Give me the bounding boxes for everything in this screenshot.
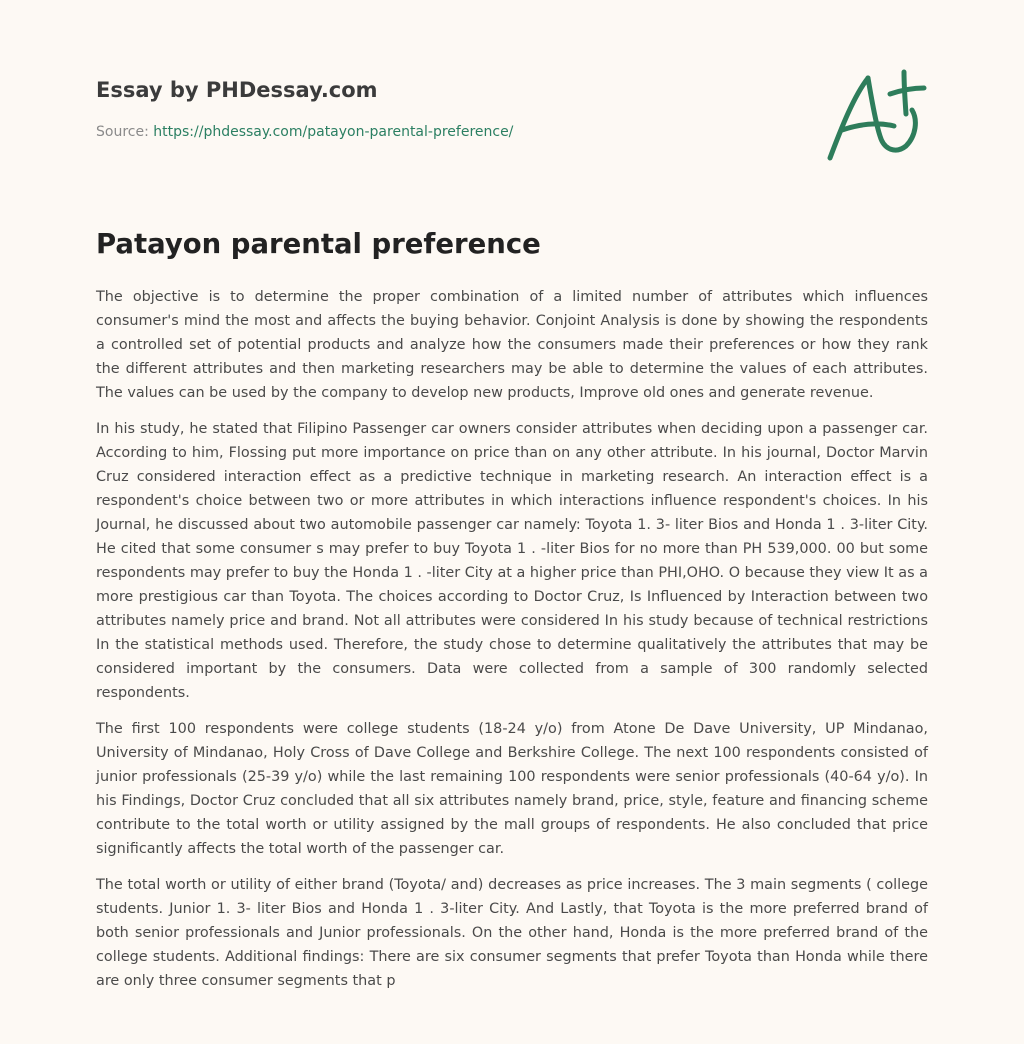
source-label: Source: <box>96 124 154 140</box>
a-plus-grade-icon <box>820 66 930 166</box>
article-paragraph: In his study, he stated that Filipino Passenger car owners consider attributes when deciding upon a passenger car. According to him, Flossing put more importance on price than on any other attribute. In his journal, Doctor Marvin Cruz considered interaction effect as a predictive technique in marketing research. An interaction effect is a respondent's choice between two or more attributes in which interactions influence respondent's choices. In his Journal, he discussed about two automobile passenger car namely: Toyota 1. 3- liter Bios and Honda 1 . 3-liter City. He cited that some consumer s may prefer to buy Toyota 1 . -liter Bios for no more than PH 539,000. 00 but some respondents may prefer to buy the Honda 1 . -liter City at a higher price than PHI,OHO. O because they view It as a more prestigious car than Toyota. The choices according to Doctor Cruz, Is Influenced by Interaction between two attributes namely price and brand. Not all attributes were considered In his study because of technical restrictions In the statistical methods used. Therefore, the study chose to determine qualitatively the attributes that may be considered important by the consumers. Data were collected from a sample of 300 randomly selected respondents. <box>96 421 928 701</box>
article-title: Patayon parental preference <box>96 228 541 260</box>
site-brand[interactable]: Essay by PHDessay.com <box>96 78 378 102</box>
source-link[interactable]: https://phdessay.com/patayon-parental-preference/ <box>153 124 514 140</box>
page-header <box>96 74 696 142</box>
article-paragraph: The objective is to determine the proper combination of a limited number of attributes which influences consumer's mind the most and affects the buying behavior. Conjoint Analysis is done by showing the respondents a controlled set of potential products and analyze how the consumers made their preferences or how they rank the different attributes and then marketing researchers may be able to determine the values of each attributes. The values can be used by the company to develop new products, Improve old ones and generate revenue. <box>96 289 928 401</box>
source-line <box>96 122 696 142</box>
article-paragraph: The total worth or utility of either brand (Toyota/ and) decreases as price increases. The 3 main segments ( college students. Junior 1. 3- liter Bios and Honda 1 . 3-liter City. And Lastly, that Toyota is the more preferred brand of both senior professionals and Junior professionals. On the other hand, Honda is the more preferred brand of the college students. Additional findings: There are six consumer segments that prefer Toyota than Honda while there are only three consumer segments that p <box>96 877 928 989</box>
article-paragraph: The first 100 respondents were college students (18-24 y/o) from Atone De Dave University, UP Mindanao, University of Mindanao, Holy Cross of Dave College and Berkshire College. The next 100 respondents consisted of junior professionals (25-39 y/o) while the last remaining 100 respondents were senior professionals (40-64 y/o). In his Findings, Doctor Cruz concluded that all six attributes namely brand, price, style, feature and financing scheme contribute to the total worth or utility assigned by the mall groups of respondents. He also concluded that price significantly affects the total worth of the passenger car. <box>96 721 928 857</box>
article-body <box>96 285 928 1005</box>
